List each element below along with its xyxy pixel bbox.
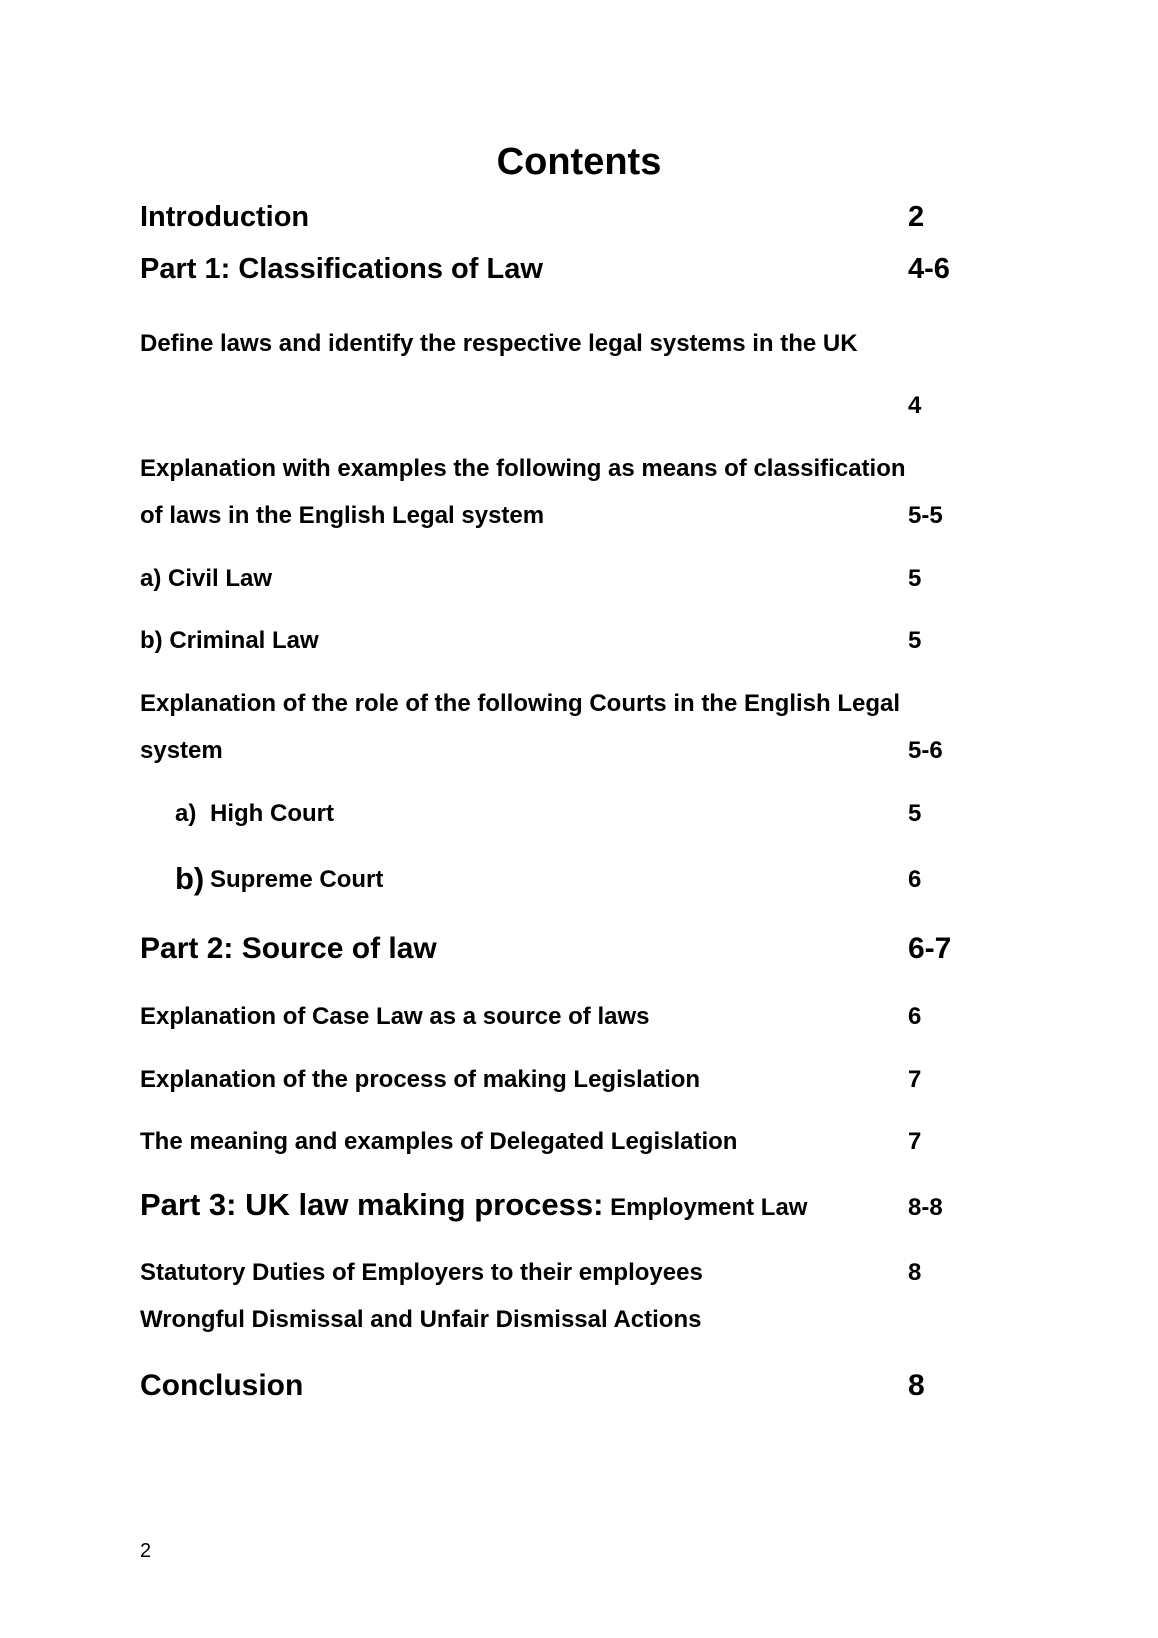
toc-page: 8-8 [908, 1194, 943, 1221]
toc-page: 5-5 [908, 502, 943, 529]
toc-page: 2 [908, 201, 925, 233]
toc-label: Introduction [140, 201, 310, 233]
toc-page: 5-6 [908, 737, 943, 764]
toc-page: 5 [908, 627, 922, 654]
toc-page: 6-7 [908, 932, 952, 965]
toc-label: Wrongful Dismissal and Unfair Dismissal Actions [140, 1306, 702, 1333]
toc-label: Supreme Court [210, 866, 384, 893]
toc-label: Statutory Duties of Employers to their employees [140, 1259, 703, 1286]
toc-label: b) Criminal Law [140, 627, 319, 654]
toc-page: 8 [908, 1369, 925, 1402]
page-number: 2 [140, 1540, 152, 1562]
toc-label-line1: Explanation of the role of the following Courts in the English Legal [140, 690, 901, 717]
toc-label: High Court [210, 800, 334, 827]
toc-label: a) Civil Law [140, 565, 273, 592]
list-marker: a) [175, 800, 197, 827]
toc-label: Conclusion [140, 1369, 304, 1402]
toc-page: 5 [908, 565, 922, 592]
page-title: Contents [496, 141, 662, 183]
toc-label: The meaning and examples of Delegated Legislation [140, 1128, 738, 1155]
toc-page: 7 [908, 1066, 922, 1093]
toc-label-line1: Explanation with examples the following as means of classification [140, 455, 906, 482]
toc-label: Explanation of Case Law as a source of laws [140, 1003, 650, 1030]
toc-label [140, 1187, 807, 1223]
toc-label: Explanation of the process of making Legislation [140, 1066, 701, 1093]
toc-page: 8 [908, 1259, 922, 1286]
toc-page: 7 [908, 1128, 922, 1155]
toc-page: 4 [908, 392, 922, 419]
toc-page: 6 [908, 866, 922, 893]
toc-label: Define laws and identify the respective legal systems in the UK [140, 330, 858, 357]
toc-page: 6 [908, 1003, 922, 1030]
toc-label-line2: system [140, 737, 223, 764]
list-marker: b) [175, 861, 205, 896]
toc-page: 5 [908, 800, 922, 827]
toc-label-line2: of laws in the English Legal system [140, 502, 545, 529]
toc-label: Part 2: Source of law [140, 932, 437, 965]
toc-label-main: Part 3: UK law making process: [140, 1187, 604, 1222]
toc-label-sub: Employment Law [603, 1194, 808, 1221]
toc-page: 4-6 [908, 253, 950, 285]
toc-label: Part 1: Classifications of Law [140, 253, 543, 285]
